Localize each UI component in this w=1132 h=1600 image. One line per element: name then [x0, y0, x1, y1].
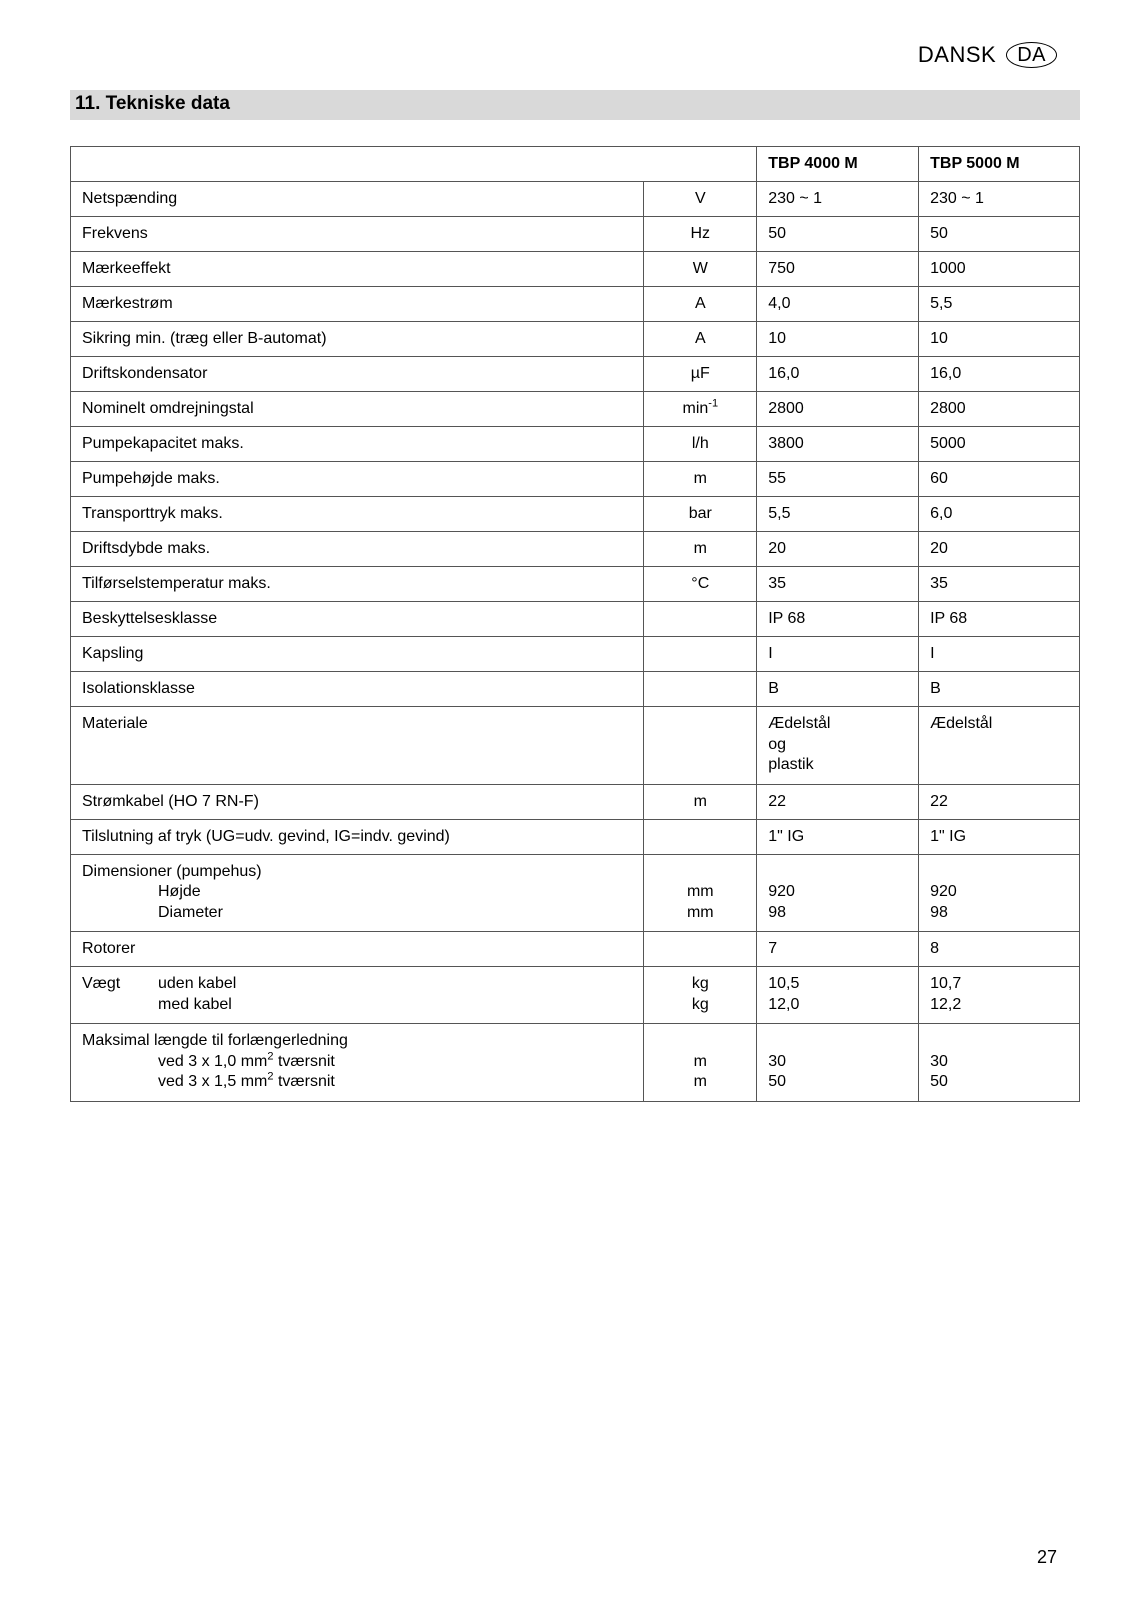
value-line: 50: [930, 1073, 948, 1090]
row-label: Netspænding: [71, 182, 644, 217]
value-tbp4000: I: [757, 637, 919, 672]
value-tbp5000: 5,5: [919, 287, 1080, 322]
table-row: [71, 819, 1080, 854]
table-row: [71, 322, 1080, 357]
value-tbp4000: IP 68: [757, 602, 919, 637]
value-tbp5000: 6,0: [919, 497, 1080, 532]
value-tbp5000: 5000: [919, 427, 1080, 462]
row-unit: m: [644, 784, 757, 819]
value-tbp5000: [919, 1024, 1080, 1102]
row-label: Mærkeeffekt: [71, 252, 644, 287]
table-row: [71, 602, 1080, 637]
language-indicator: [918, 42, 1057, 68]
value-tbp4000: [757, 1024, 919, 1102]
row-unit: l/h: [644, 427, 757, 462]
value-tbp4000: 55: [757, 462, 919, 497]
value-tbp4000: 16,0: [757, 357, 919, 392]
value-line: 10,7: [930, 975, 962, 992]
row-label: Pumpekapacitet maks.: [71, 427, 644, 462]
value-tbp5000: 22: [919, 784, 1080, 819]
row-sublabel: Diameter: [158, 903, 223, 921]
value-tbp5000: 16,0: [919, 357, 1080, 392]
section-header: [70, 90, 1080, 120]
row-unit: [644, 707, 757, 785]
table-row: [71, 462, 1080, 497]
row-label: Strømkabel (HO 7 RN-F): [71, 784, 644, 819]
row-unit: [644, 854, 757, 932]
value-tbp5000: 2800: [919, 392, 1080, 427]
value-tbp4000: 2800: [757, 392, 919, 427]
row-unit: Hz: [644, 217, 757, 252]
table-row: [71, 637, 1080, 672]
row-unit: A: [644, 287, 757, 322]
value-tbp5000: I: [919, 637, 1080, 672]
row-label: Driftsdybde maks.: [71, 532, 644, 567]
value-line: 50: [768, 1073, 787, 1090]
language-name: DANSK: [917, 42, 997, 67]
row-label: Rotorer: [71, 932, 644, 967]
row-sublabel: uden kabel: [158, 975, 237, 992]
row-unit: [644, 602, 757, 637]
row-label: [71, 1024, 644, 1102]
unit-line: mm: [686, 903, 714, 921]
row-unit: µF: [644, 357, 757, 392]
table-row: [71, 287, 1080, 322]
row-label: Kapsling: [71, 637, 644, 672]
unit-line: m: [693, 1073, 707, 1090]
section-title: 11. Tekniske data: [75, 93, 230, 114]
table-row: [71, 357, 1080, 392]
value-line: plastik: [768, 756, 814, 773]
table-row: [71, 784, 1080, 819]
value-tbp5000: 20: [919, 532, 1080, 567]
table-row: [71, 532, 1080, 567]
row-unit: [644, 637, 757, 672]
sublabel-text: ved 3 x 1,5 mm: [158, 1073, 268, 1090]
row-unit: bar: [644, 497, 757, 532]
unit-text: min: [682, 400, 709, 417]
value-line: og: [768, 735, 787, 753]
value-line: 12,0: [768, 995, 800, 1013]
table-row: [71, 217, 1080, 252]
value-tbp5000: [919, 967, 1080, 1024]
unit-line: kg: [691, 975, 709, 992]
value-tbp5000: IP 68: [919, 602, 1080, 637]
table-row: [71, 182, 1080, 217]
row-unit: m: [644, 462, 757, 497]
row-label: Tilførselstemperatur maks.: [71, 567, 644, 602]
table-row: [71, 252, 1080, 287]
table-row: [71, 427, 1080, 462]
value-line: 98: [930, 903, 948, 921]
row-unit: W: [644, 252, 757, 287]
sublabel-text: ved 3 x 1,0 mm: [158, 1052, 268, 1070]
value-tbp4000: 1" IG: [757, 819, 919, 854]
row-unit: [644, 932, 757, 967]
row-label: Nominelt omdrejningstal: [71, 392, 644, 427]
row-label: Driftskondensator: [71, 357, 644, 392]
table-row: [71, 854, 1080, 932]
row-unit: [644, 1024, 757, 1102]
row-unit: [644, 819, 757, 854]
row-sublabel: [82, 1072, 632, 1093]
value-tbp5000: 35: [919, 567, 1080, 602]
row-unit: °C: [644, 567, 757, 602]
value-tbp5000: 60: [919, 462, 1080, 497]
value-tbp5000: [919, 854, 1080, 932]
table-row: [71, 567, 1080, 602]
row-label-main: Vægt: [82, 975, 121, 992]
row-sublabel: med kabel: [158, 995, 232, 1013]
value-tbp4000: 750: [757, 252, 919, 287]
page-number: 27: [1036, 1547, 1057, 1567]
row-unit: m: [644, 532, 757, 567]
column-header-tbp4000: TBP 4000 M: [757, 147, 919, 182]
row-sublabel: Højde: [158, 883, 201, 900]
row-sublabel: [82, 1052, 632, 1073]
row-label: [71, 854, 644, 932]
value-tbp4000: 22: [757, 784, 919, 819]
value-tbp4000: 20: [757, 532, 919, 567]
value-tbp4000: [757, 707, 919, 785]
value-tbp5000: 230 ~ 1: [919, 182, 1080, 217]
value-line: 10,5: [768, 975, 800, 992]
sublabel-exponent: 2: [267, 1050, 274, 1063]
table-row: [71, 497, 1080, 532]
row-label: Frekvens: [71, 217, 644, 252]
sublabel-text: tværsnit: [273, 1052, 335, 1070]
column-header-tbp5000: TBP 5000 M: [919, 147, 1080, 182]
row-label-main: Dimensioner (pumpehus): [82, 862, 262, 880]
table-row: [71, 1024, 1080, 1102]
value-tbp4000: [757, 967, 919, 1024]
header-blank-cell: [71, 147, 757, 182]
row-label: Materiale: [71, 707, 644, 785]
value-tbp4000: 4,0: [757, 287, 919, 322]
value-line: 920: [768, 883, 795, 900]
value-tbp4000: 50: [757, 217, 919, 252]
sublabel-text: tværsnit: [273, 1073, 335, 1090]
row-unit: V: [644, 182, 757, 217]
unit-line: kg: [691, 995, 709, 1013]
value-tbp5000: B: [919, 672, 1080, 707]
sublabel-exponent: 2: [267, 1070, 274, 1083]
technical-data-table: [70, 146, 1080, 1102]
row-label-main: Maksimal længde til forlængerledning: [82, 1032, 348, 1049]
row-label: Transporttryk maks.: [71, 497, 644, 532]
row-label: Tilslutning af tryk (UG=udv. gevind, IG=indv. gevind): [71, 819, 644, 854]
value-tbp5000: 1" IG: [919, 819, 1080, 854]
table-row: [71, 707, 1080, 785]
row-label: Sikring min. (træg eller B-automat): [71, 322, 644, 357]
row-unit: A: [644, 322, 757, 357]
value-tbp5000: 1000: [919, 252, 1080, 287]
value-tbp4000: 10: [757, 322, 919, 357]
language-code-badge: DA: [1006, 42, 1057, 68]
value-tbp4000: B: [757, 672, 919, 707]
row-label: Pumpehøjde maks.: [71, 462, 644, 497]
row-label: Mærkestrøm: [71, 287, 644, 322]
row-unit: [644, 392, 757, 427]
value-tbp5000: 10: [919, 322, 1080, 357]
row-label: Beskyttelsesklasse: [71, 602, 644, 637]
value-tbp5000: 50: [919, 217, 1080, 252]
table-row: [71, 392, 1080, 427]
unit-line: m: [693, 1052, 707, 1070]
value-tbp4000: 230 ~ 1: [757, 182, 919, 217]
unit-line: mm: [686, 883, 714, 900]
row-label: Isolationsklasse: [71, 672, 644, 707]
table-row: [71, 672, 1080, 707]
row-label: [71, 967, 644, 1024]
unit-exponent: -1: [708, 397, 719, 410]
value-tbp4000: [757, 854, 919, 932]
row-unit: [644, 967, 757, 1024]
value-tbp5000: Ædelstål: [919, 707, 1080, 785]
value-tbp5000: 8: [919, 932, 1080, 967]
value-tbp4000: 5,5: [757, 497, 919, 532]
table-row: [71, 967, 1080, 1024]
row-unit: [644, 672, 757, 707]
value-line: 30: [930, 1052, 948, 1070]
value-line: Ædelstål: [768, 715, 831, 732]
value-line: 12,2: [930, 995, 962, 1013]
table-row: [71, 932, 1080, 967]
value-tbp4000: 35: [757, 567, 919, 602]
value-line: 30: [768, 1052, 787, 1070]
value-line: 920: [930, 883, 957, 900]
value-tbp4000: 7: [757, 932, 919, 967]
table-header-row: [71, 147, 1080, 182]
value-tbp4000: 3800: [757, 427, 919, 462]
value-line: 98: [768, 903, 787, 921]
